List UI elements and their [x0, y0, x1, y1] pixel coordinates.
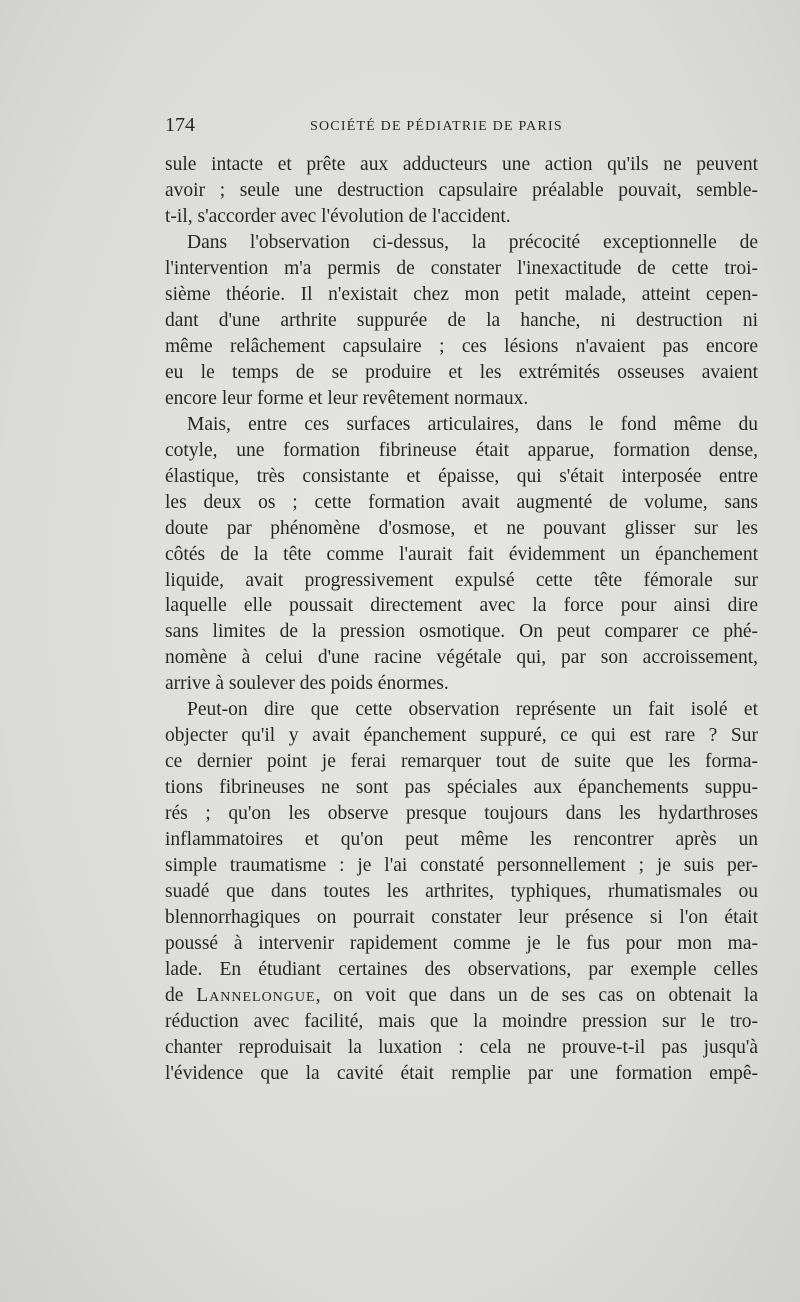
text-line: côtés de la tête comme l'aurait fait évidemment un épanchement	[165, 543, 758, 565]
text-line: eu le temps de se produire et les extrémités osseuses avaient	[165, 361, 758, 383]
text-line: rés ; qu'on les observe presque toujours dans les hydarthroses	[165, 803, 758, 825]
page-header	[160, 114, 760, 140]
text-line: liquide, avait progressivement expulsé cette tête fémorale sur	[165, 569, 758, 591]
text-line: nomène à celui d'une racine végétale qui, par son accroissement,	[165, 647, 758, 669]
text-line: avoir ; seule une destruction capsulaire préalable pouvait, semble-	[165, 179, 758, 201]
text-line: élastique, très consistante et épaisse, qui s'était interposée entre	[165, 465, 758, 487]
text-line: blennorrhagiques on pourrait constater leur présence si l'on était	[165, 907, 758, 929]
paragraph	[165, 230, 758, 412]
paragraph	[165, 152, 758, 230]
text-line: les deux os ; cette formation avait augmenté de volume, sans	[165, 491, 758, 513]
text-line: arrive à soulever des poids énormes.	[165, 673, 449, 695]
page-number: 174	[165, 114, 195, 136]
text-line: objecter qu'il y avait épanchement suppuré, ce qui est rare ? Sur	[165, 725, 758, 747]
text-line: Mais, entre ces surfaces articulaires, dans le fond même du	[187, 413, 758, 435]
text-line: l'évidence que la cavité était remplie par une formation empê-	[165, 1062, 758, 1084]
text-line: sule intacte et prête aux adducteurs une action qu'ils ne peuvent	[165, 154, 758, 175]
paragraph	[165, 412, 758, 698]
body-text	[165, 152, 758, 1087]
text-line: lade. En étudiant certaines des observations, par exemple celles	[165, 959, 758, 981]
text-line: même relâchement capsulaire ; ces lésions n'avaient pas encore	[165, 335, 758, 357]
author-name: Lannelongue	[196, 985, 316, 1006]
text-line: ce dernier point je ferai remarquer tout de suite que les forma-	[165, 751, 758, 773]
text-line: de Lannelongue, on voit que dans un de ses cas on obtenait la	[165, 985, 759, 1006]
text-line: cotyle, une formation fibrineuse était apparue, formation dense,	[165, 439, 758, 461]
text-line: t-il, s'accorder avec l'évolution de l'accident.	[165, 205, 511, 227]
text-line: Peut-on dire que cette observation représente un fait isolé et	[187, 699, 758, 721]
text-line: suadé que dans toutes les arthrites, typhiques, rhumatismales ou	[165, 881, 758, 903]
running-title: SOCIÉTÉ DE PÉDIATRIE DE PARIS	[310, 119, 563, 134]
text-line: encore leur forme et leur revêtement normaux.	[165, 387, 529, 409]
text-line: poussé à intervenir rapidement comme je le fus pour mon ma-	[165, 933, 758, 955]
text-line: sans limites de la pression osmotique. On peut comparer ce phé-	[165, 621, 758, 643]
text-line: inflammatoires et qu'on peut même les rencontrer après un	[165, 829, 758, 851]
text-line: doute par phénomène d'osmose, et ne pouvant glisser sur les	[165, 517, 758, 539]
text-line: simple traumatisme : je l'ai constaté personnellement ; je suis per-	[165, 855, 758, 877]
text-line: dant d'une arthrite suppurée de la hanche, ni destruction ni	[165, 309, 758, 331]
text-line: tions fibrineuses ne sont pas spéciales aux épanchements suppu-	[165, 777, 758, 799]
text-line: Dans l'observation ci-dessus, la précocité exceptionnelle de	[187, 231, 758, 253]
text-line: l'intervention m'a permis de constater l'inexactitude de cette troi-	[165, 257, 758, 279]
text-line: laquelle elle poussait directement avec la force pour ainsi dire	[165, 595, 758, 617]
text-line: réduction avec facilité, mais que la moindre pression sur le tro-	[165, 1010, 758, 1032]
text-line: sième théorie. Il n'existait chez mon petit malade, atteint cepen-	[165, 283, 758, 305]
text-line: chanter reproduisait la luxation : cela ne prouve-t-il pas jusqu'à	[165, 1036, 758, 1058]
paragraph	[165, 697, 758, 1087]
